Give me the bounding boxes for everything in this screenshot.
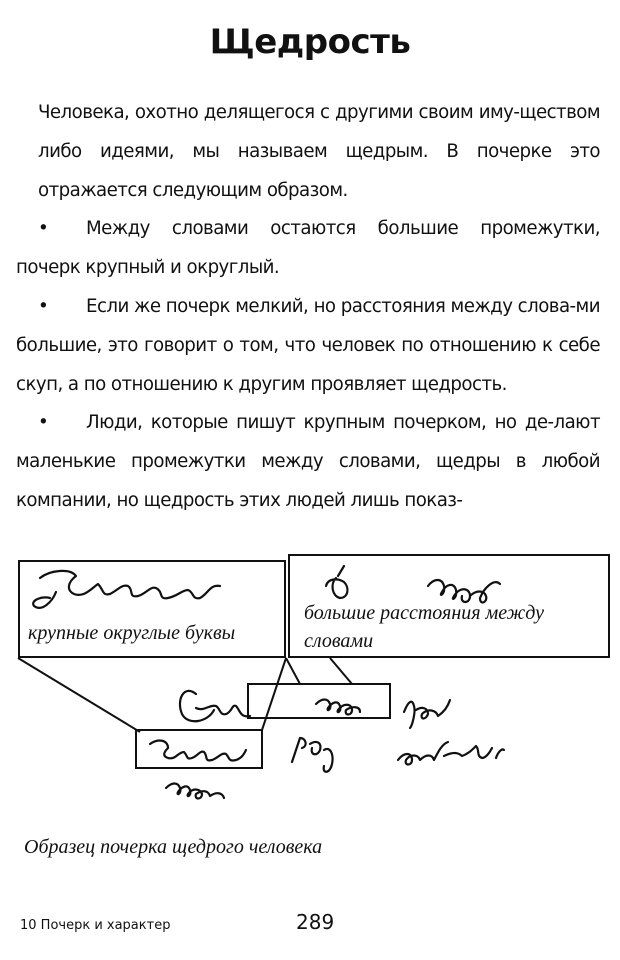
bullet-icon: •: [38, 412, 49, 434]
running-title: 10 Почерк и характер: [20, 918, 171, 933]
connector-line: [330, 658, 352, 684]
connector-line: [18, 658, 140, 732]
bullet-icon: •: [38, 295, 49, 317]
right-callout-label-line2: словами: [304, 630, 374, 652]
connector-line: [262, 658, 286, 730]
bullet-item: [16, 288, 600, 404]
right-callout-label-line1: большие расстояния между: [304, 602, 545, 624]
bullet-item: [16, 210, 600, 288]
handwritten-sample-line1: [180, 691, 450, 728]
handwritten-word-large: [33, 571, 220, 608]
intro-paragraph: Человека, охотно делящегося с другими своим иму-ществом либо идеями, мы называем щедрым. В почерке это отражается следующим образом.: [38, 102, 600, 201]
body-text: [16, 94, 600, 521]
figure-caption: Образец почерка щедрого человека: [24, 836, 323, 858]
sample-highlight-box: [136, 730, 262, 768]
bullet-text: Если же почерк мелкий, но расстояния между слова-ми большие, это говорит о том, что человек по отношению к себе скуп, а по отношению к другим проявляет щедрость.: [16, 295, 600, 395]
bullet-text: Между словами остаются большие промежутки, почерк крупный и округлый.: [16, 218, 600, 279]
bullet-icon: •: [38, 218, 49, 240]
handwriting-sample-svg: [0, 548, 620, 818]
bullet-text: Люди, которые пишут крупным почерком, но де-лают маленькие промежутки между словами, щедры в любой компании, но щедрость этих людей лишь показ-: [16, 412, 600, 511]
page-title: Щедрость: [209, 22, 411, 62]
bullet-item: [16, 404, 600, 520]
connector-line: [286, 658, 300, 684]
left-callout-label: крупные округлые буквы: [28, 622, 236, 644]
page-number: 289: [296, 910, 335, 934]
handwritten-word-spaced: [326, 566, 500, 602]
handwriting-figure: [0, 548, 620, 818]
